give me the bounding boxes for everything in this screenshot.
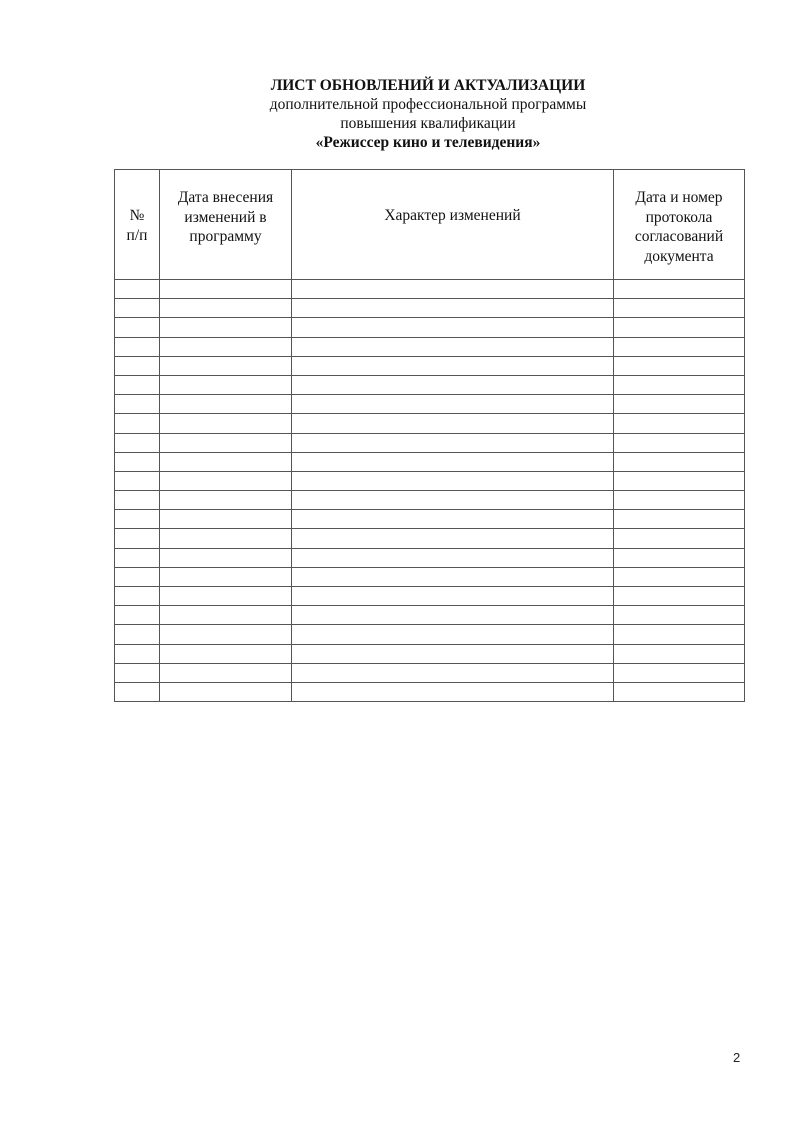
table-cell[interactable] (292, 587, 614, 606)
table-cell[interactable] (614, 625, 745, 644)
table-cell[interactable] (160, 682, 292, 701)
table-cell[interactable] (292, 356, 614, 375)
table-cell[interactable] (614, 299, 745, 318)
table-cell[interactable] (614, 433, 745, 452)
table-cell[interactable] (160, 510, 292, 529)
table-cell[interactable] (160, 356, 292, 375)
table-cell[interactable] (160, 529, 292, 548)
course-name: «Режиссер кино и телевидения» (315, 134, 541, 151)
table-cell[interactable] (160, 299, 292, 318)
table-cell[interactable] (160, 471, 292, 490)
page-number: 2 (733, 1050, 741, 1065)
table-cell[interactable] (115, 280, 160, 299)
table-row (115, 375, 745, 394)
table-cell[interactable] (614, 587, 745, 606)
table-cell[interactable] (115, 414, 160, 433)
table-row (115, 510, 745, 529)
table-row (115, 356, 745, 375)
table-row (115, 395, 745, 414)
table-row (115, 318, 745, 337)
table-cell[interactable] (115, 587, 160, 606)
table-cell[interactable] (160, 337, 292, 356)
table-cell[interactable] (292, 548, 614, 567)
table-cell[interactable] (115, 375, 160, 394)
table-cell[interactable] (115, 644, 160, 663)
changes-log-table (114, 169, 745, 702)
table-cell[interactable] (115, 625, 160, 644)
table-cell[interactable] (160, 414, 292, 433)
table-cell[interactable] (614, 548, 745, 567)
table-cell[interactable] (614, 356, 745, 375)
table-cell[interactable] (292, 471, 614, 490)
table-cell[interactable] (292, 644, 614, 663)
subtitle-line-2: повышения квалификации (340, 115, 516, 132)
table-cell[interactable] (160, 318, 292, 337)
table-cell[interactable] (292, 529, 614, 548)
table-cell[interactable] (160, 587, 292, 606)
table-cell[interactable] (292, 510, 614, 529)
table-cell[interactable] (614, 644, 745, 663)
column-header-change-date: Дата внесения изменений в программу (160, 170, 292, 280)
table-cell[interactable] (115, 471, 160, 490)
table-cell[interactable] (614, 337, 745, 356)
table-row (115, 433, 745, 452)
table-cell[interactable] (292, 682, 614, 701)
table-cell[interactable] (614, 471, 745, 490)
table-cell[interactable] (115, 529, 160, 548)
table-cell[interactable] (292, 452, 614, 471)
table-cell[interactable] (614, 510, 745, 529)
table-cell[interactable] (292, 299, 614, 318)
table-cell[interactable] (115, 433, 160, 452)
table-cell[interactable] (292, 337, 614, 356)
table-cell[interactable] (614, 682, 745, 701)
column-header-change-description: Характер изменений (292, 170, 614, 280)
table-cell[interactable] (614, 452, 745, 471)
table-cell[interactable] (160, 491, 292, 510)
table-cell[interactable] (160, 606, 292, 625)
table-cell[interactable] (115, 452, 160, 471)
table-cell[interactable] (292, 491, 614, 510)
table-cell[interactable] (115, 606, 160, 625)
table-row (115, 337, 745, 356)
table-cell[interactable] (115, 663, 160, 682)
table-row (115, 280, 745, 299)
table-row (115, 606, 745, 625)
table-cell[interactable] (292, 606, 614, 625)
table-cell[interactable] (115, 682, 160, 701)
table-cell[interactable] (160, 452, 292, 471)
table-body (115, 280, 745, 702)
table-cell[interactable] (292, 625, 614, 644)
table-header-row (115, 170, 745, 280)
table-cell[interactable] (292, 567, 614, 586)
table-row (115, 414, 745, 433)
table-cell[interactable] (160, 625, 292, 644)
table-row (115, 663, 745, 682)
table-row (115, 682, 745, 701)
table-row (115, 529, 745, 548)
table-cell[interactable] (292, 663, 614, 682)
table-cell[interactable] (292, 414, 614, 433)
document-header (0, 76, 800, 152)
table-cell[interactable] (614, 375, 745, 394)
table-cell[interactable] (292, 375, 614, 394)
table-row (115, 299, 745, 318)
table-cell[interactable] (115, 337, 160, 356)
table-cell[interactable] (292, 280, 614, 299)
table-cell[interactable] (160, 375, 292, 394)
table-cell[interactable] (614, 414, 745, 433)
table-row (115, 491, 745, 510)
table-row (115, 644, 745, 663)
table-row (115, 625, 745, 644)
table-cell[interactable] (292, 433, 614, 452)
table-row (115, 548, 745, 567)
table-cell[interactable] (160, 644, 292, 663)
table-cell[interactable] (614, 529, 745, 548)
table-cell[interactable] (292, 395, 614, 414)
table-row (115, 471, 745, 490)
table-cell[interactable] (614, 606, 745, 625)
page-title: ЛИСТ ОБНОВЛЕНИЙ И АКТУАЛИЗАЦИИ (270, 77, 586, 94)
subtitle-line-1: дополнительной профессиональной программы (269, 96, 587, 113)
table-cell[interactable] (160, 433, 292, 452)
table-cell[interactable] (115, 356, 160, 375)
table-cell[interactable] (614, 280, 745, 299)
table-cell[interactable] (614, 318, 745, 337)
table-cell[interactable] (160, 395, 292, 414)
table-cell[interactable] (614, 491, 745, 510)
table-row (115, 587, 745, 606)
table-cell[interactable] (160, 567, 292, 586)
column-header-protocol: Дата и номер протокола согласований документа (614, 170, 745, 280)
table-cell[interactable] (115, 510, 160, 529)
table-cell[interactable] (115, 395, 160, 414)
table-cell[interactable] (160, 280, 292, 299)
table-cell[interactable] (160, 548, 292, 567)
table-cell[interactable] (115, 491, 160, 510)
table-cell[interactable] (292, 318, 614, 337)
table-cell[interactable] (614, 663, 745, 682)
column-header-number: № п/п (115, 170, 160, 280)
table-row (115, 452, 745, 471)
table-cell[interactable] (160, 663, 292, 682)
table-row (115, 567, 745, 586)
table-cell[interactable] (115, 548, 160, 567)
table-cell[interactable] (115, 567, 160, 586)
table-cell[interactable] (115, 318, 160, 337)
table-cell[interactable] (115, 299, 160, 318)
table-cell[interactable] (614, 395, 745, 414)
table-cell[interactable] (614, 567, 745, 586)
